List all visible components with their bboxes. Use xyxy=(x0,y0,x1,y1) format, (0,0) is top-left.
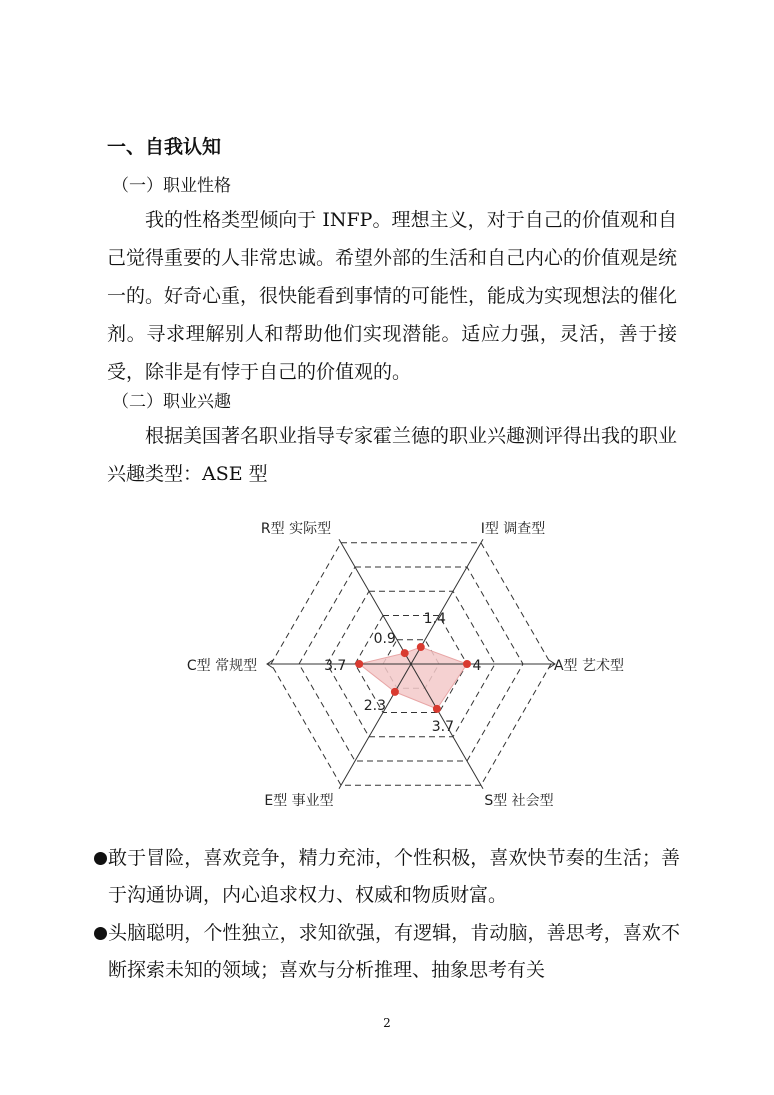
bullet-text: 头脑聪明，个性独立，求知欲强，有逻辑，肯动脑，善思考，喜欢不断探索未知的领域；喜欢与分析推理、抽象思考有关 xyxy=(108,922,680,981)
radar-value-label: 3.7 xyxy=(324,658,347,674)
bullet-item xyxy=(100,915,680,989)
subheading-personality: （一）职业性格 xyxy=(112,176,231,196)
bullet-list xyxy=(100,840,680,990)
page-number: 2 xyxy=(383,1016,391,1030)
radar-data-point xyxy=(391,688,399,696)
radar-axis-label: S型 社会型 xyxy=(484,793,554,809)
interest-paragraph: 根据美国著名职业指导专家霍兰德的职业兴趣测评得出我的职业兴趣类型：ASE 型 xyxy=(107,425,678,485)
bullet-dot-icon xyxy=(94,927,107,940)
radar-data-point xyxy=(463,660,471,668)
radar-data-point xyxy=(401,649,409,657)
radar-value-label: 1.4 xyxy=(423,611,446,628)
radar-axis-label: C型 常规型 xyxy=(186,658,258,674)
bullet-text: 敢于冒险，喜欢竞争，精力充沛，个性积极，喜欢快节奏的生活；善于沟通协调，内心追求权力、权威和物质财富。 xyxy=(108,847,680,906)
personality-paragraph: 我的性格类型倾向于 INFP。理想主义，对于自己的价值观和自己觉得重要的人非常忠诚。希望外部的生活和自己内心的价值观是统一的。好奇心重，很快能看到事情的可能性，能成为实现想法的催化剂。寻求理解别人和帮助他们实现潜能。适应力强，灵活，善于接受，除非是有悖于自己的价值观的。 xyxy=(107,209,678,383)
radar-axis-label: A型 艺术型 xyxy=(553,658,625,674)
radar-value-label: 0.9 xyxy=(373,631,396,648)
subheading-interest: （二）职业兴趣 xyxy=(112,392,231,412)
radar-data-point xyxy=(417,643,425,651)
radar-value-label: 4 xyxy=(472,658,482,674)
section-heading: 一、自我认知 xyxy=(107,136,222,158)
radar-value-label: 3.7 xyxy=(431,718,455,735)
bullet-dot-icon xyxy=(94,852,107,865)
radar-value-label: 2.3 xyxy=(363,697,387,714)
radar-axis-label: E型 事业型 xyxy=(264,793,334,809)
bullet-item xyxy=(100,840,680,914)
radar-axis-label: I型 调查型 xyxy=(480,521,546,537)
radar-axis-label: R型 实际型 xyxy=(260,521,332,537)
radar-data-point xyxy=(433,705,441,713)
radar-data-point xyxy=(355,660,363,668)
